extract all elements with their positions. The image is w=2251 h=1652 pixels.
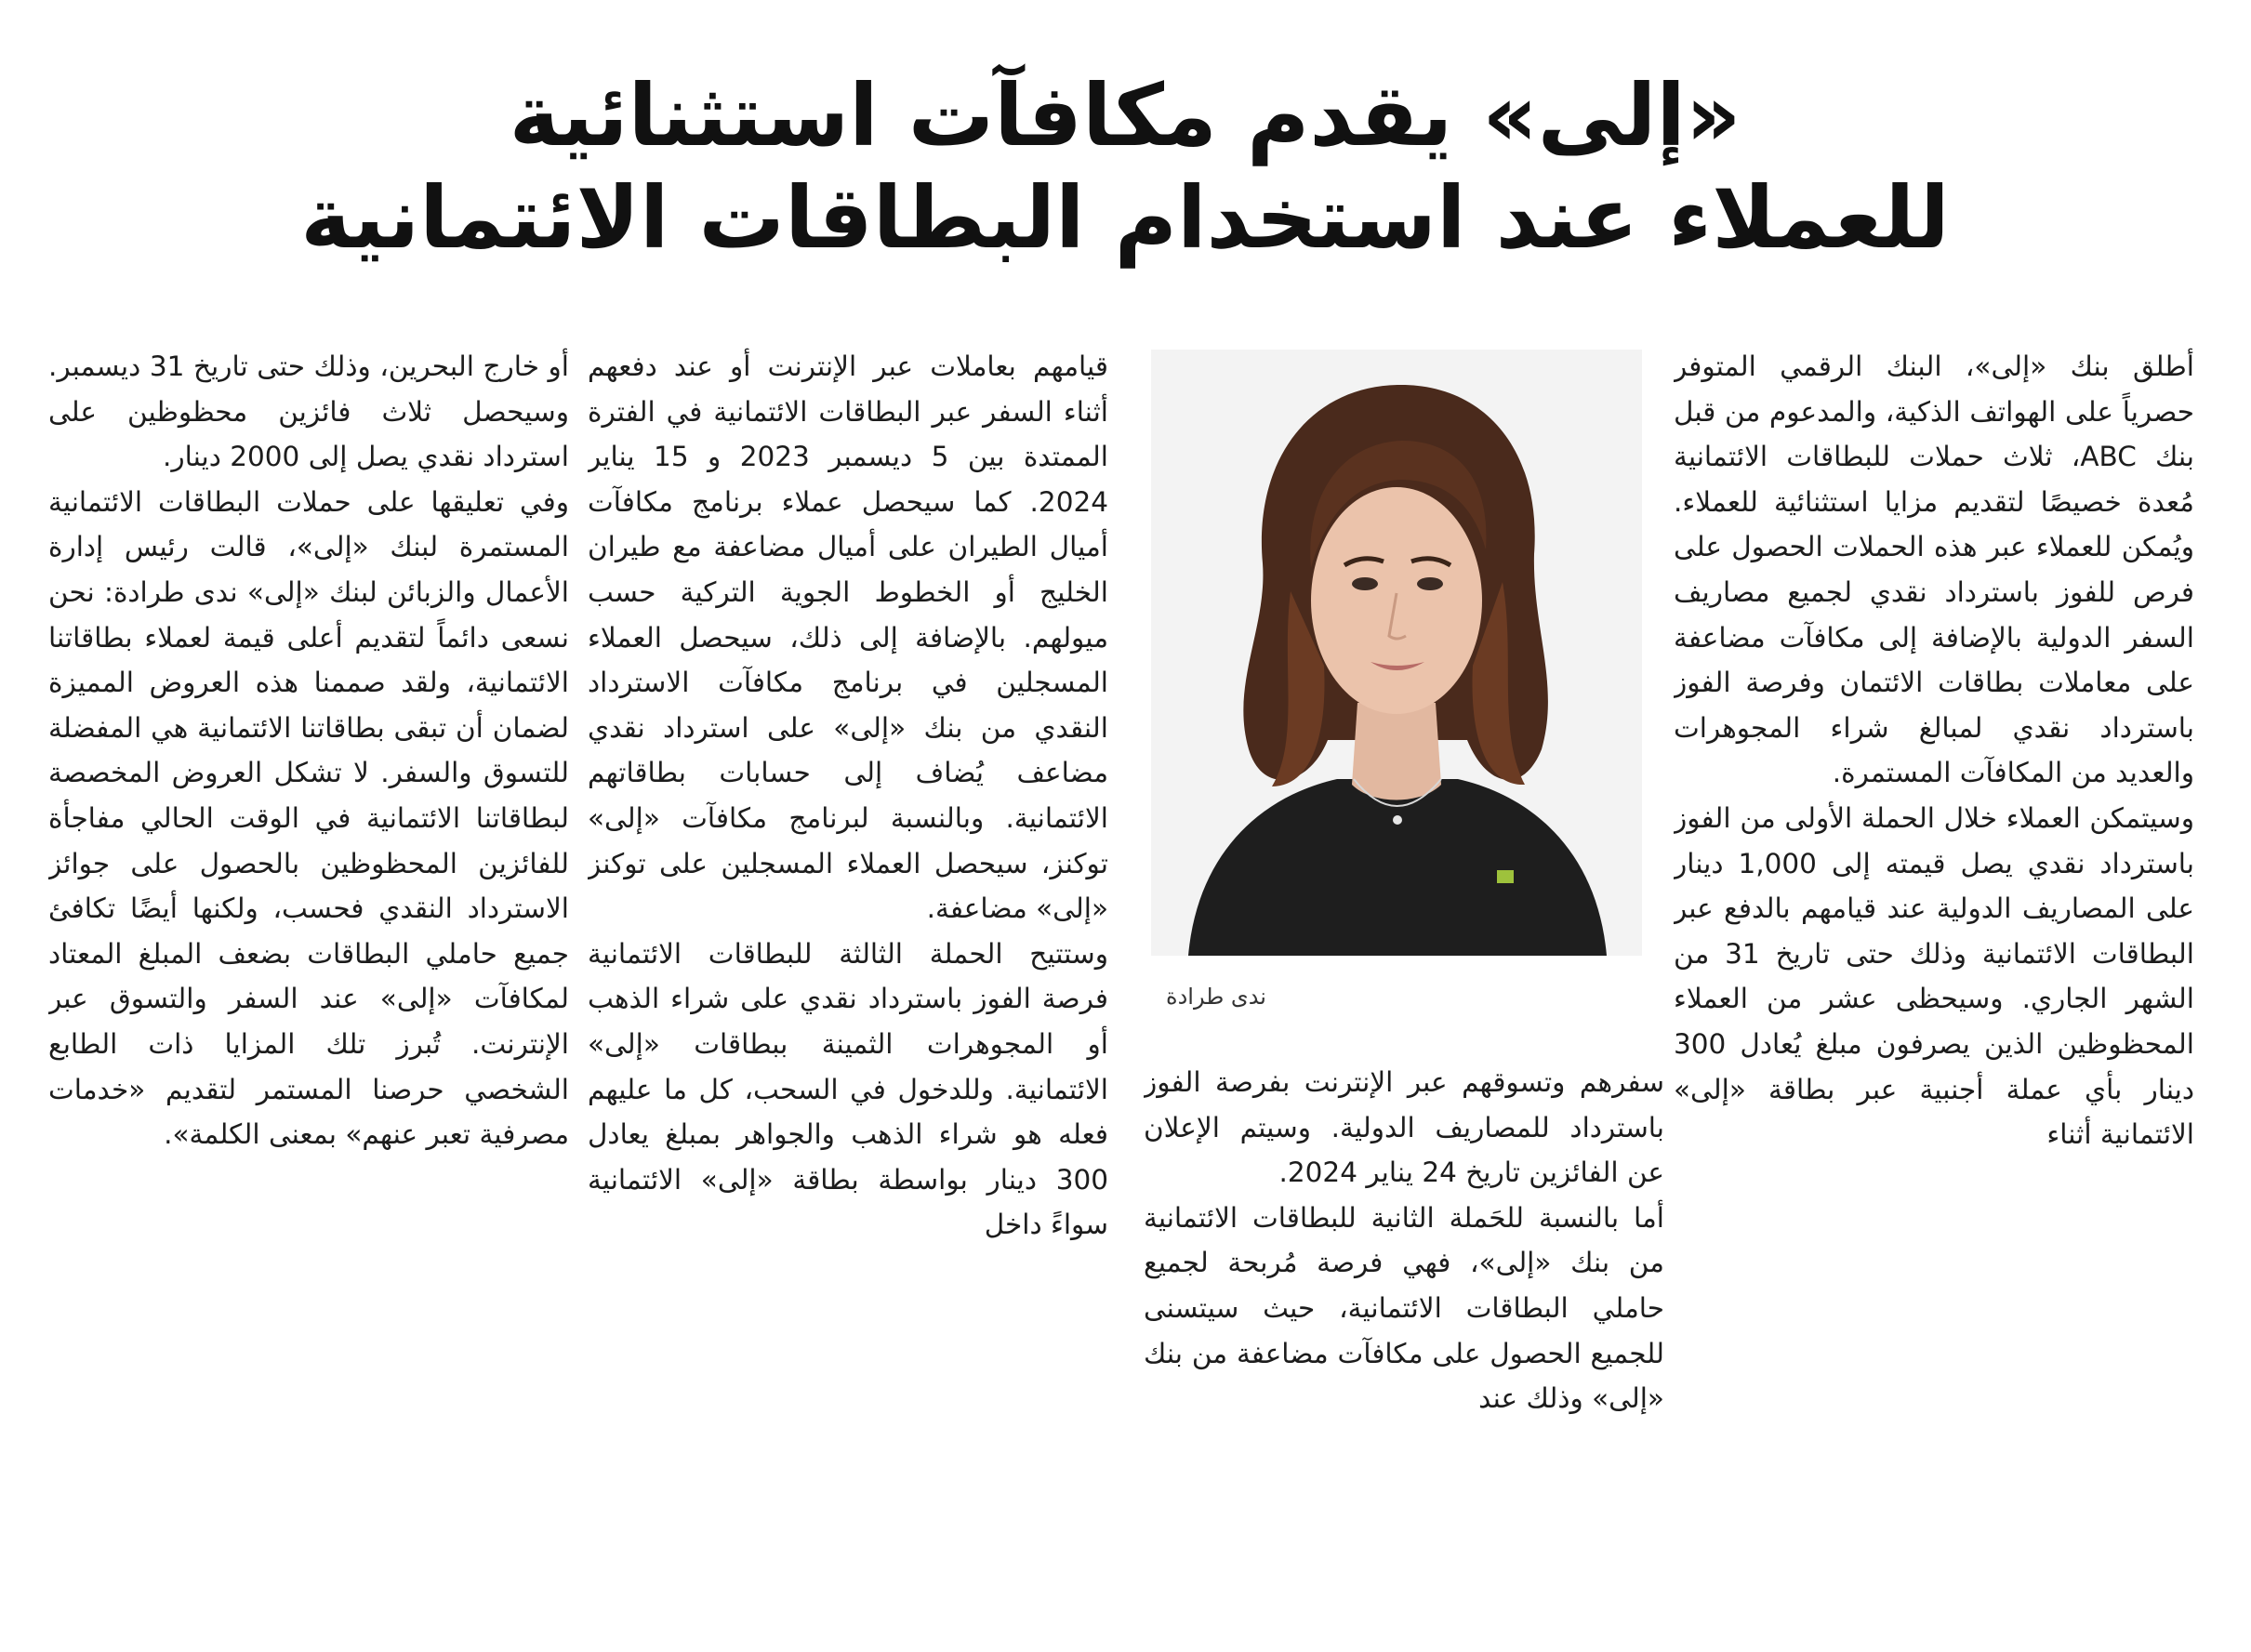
column-3-paragraph-2: وستتيح الحملة الثالثة للبطاقات الائتمانية فرصة الفوز باسترداد نقدي على شراء الذهب أو المجوهرات الثمينة ببطاقات «إلى» الائتمانية. وللدخول في السحب، كل ما عليهم فعله هو شراء الذهب والجواهر بمبلغ يعادل 300 دينار بواسطة بطاقة «إلى» الائتمانية سواءً داخل	[588, 937, 1108, 1241]
column-1-paragraph-1: أطلق بنك «إلى»، البنك الرقمي المتوفر حصرياً على الهواتف الذكية، والمدعوم من قبل بنك ABC، ثلاث حملات للبطاقات الائتمانية مُعدة خصيصًا لتقديم مزايا استثنائية للعملاء. ويُمكن للعملاء عبر هذه الحملات الحصول على فرص للفوز باسترداد نقدي لجميع مصاريف السفر الدولية بالإضافة إلى مكافآت مضاعفة على معاملات بطاقات الائتمان وفرصة الفوز باسترداد نقدي لمبالغ شراء المجوهرات والعديد من المكافآت المستمرة.	[1674, 350, 2194, 789]
column-4-paragraph-1: أو خارج البحرين، وذلك حتى تاريخ 31 ديسمبر. وسيحصل ثلاث فائزين محظوظين على استرداد نقدي يصل إلى 2000 دينار.	[48, 350, 569, 473]
article-column-4	[48, 344, 569, 1590]
headline-line-2: للعملاء عند استخدام البطاقات الائتمانية	[300, 168, 1950, 269]
portrait-illustration	[1151, 350, 1642, 956]
article-column-2	[1144, 1060, 1664, 1590]
portrait-photo	[1151, 350, 1642, 956]
headline-line-1: «إلى» يقدم مكافآت استثنائية	[509, 66, 1741, 165]
article-column-1	[1674, 344, 2194, 1590]
column-3-paragraph-1: قيامهم بعاملات عبر الإنترنت أو عند دفعهم أثناء السفر عبر البطاقات الائتمانية في الفترة الممتدة بين 5 ديسمبر 2023 و 15 يناير 2024. كما سيحصل عملاء برنامج مكافآت أميال الطيران على أميال مضاعفة مع طيران الخليج أو الخطوط الجوية التركية حسب ميولهم. بالإضافة إلى ذلك، سيحصل العملاء المسجلين في برنامج مكافآت الاسترداد النقدي من بنك «إلى» على استرداد نقدي مضاعف يُضاف إلى حسابات بطاقاتهم الائتمانية. وبالنسبة لبرنامج مكافآت «إلى» توكنز، سيحصل العملاء المسجلين على توكنز «إلى» مضاعفة.	[588, 350, 1108, 925]
column-2-paragraph-2: أما بالنسبة للحَملة الثانية للبطاقات الائتمانية من بنك «إلى»، فهي فرصة مُربحة لجميع حاملي البطاقات الائتمانية، حيث سيتسنى للجميع الحصول على مكافآت مضاعفة من بنك «إلى» وذلك عند	[1144, 1201, 1664, 1415]
article-headline	[56, 65, 2194, 271]
column-1-paragraph-2: وسيتمكن العملاء خلال الحملة الأولى من الفوز باسترداد نقدي يصل قيمته إلى 1,000 دينار على المصاريف الدولية عند قيامهم بالدفع عبر البطاقات الائتمانية وذلك حتى تاريخ 31 من الشهر الجاري. وسيحظى عشر من العملاء المحظوظين الذين يصرفون مبلغ يُعادل 300 دينار بأي عملة أجنبية عبر بطاقة «إلى» الائتمانية أثناء	[1674, 801, 2194, 1151]
photo-caption: ندى طرادة	[1166, 984, 1266, 1010]
column-2-paragraph-1: سفرهم وتسوقهم عبر الإنترنت بفرصة الفوز باسترداد للمصاريف الدولية. وسيتم الإعلان عن الفائزين تاريخ 24 يناير 2024.	[1144, 1066, 1664, 1189]
column-4-paragraph-2: وفي تعليقها على حملات البطاقات الائتمانية المستمرة لبنك «إلى»، قالت رئيس إدارة الأعمال والزبائن لبنك «إلى» ندى طرادة: نحن نسعى دائماً لتقديم أعلى قيمة لعملاء بطاقاتنا الائتمانية، ولقد صممنا هذه العروض المميزة لضمان أن تبقى بطاقاتنا الائتمانية هي المفضلة للتسوق والسفر. لا تشكل العروض المخصصة لبطاقاتنا الائتمانية في الوقت الحالي مفاجأة للفائزين المحظوظين بالحصول على جوائز الاسترداد النقدي فحسب، ولكنها أيضًا تكافئ جميع حاملي البطاقات بضعف المبلغ المعتاد لمكافآت «إلى» عند السفر والتسوق عبر الإنترنت. تُبرز تلك المزايا ذات الطابع الشخصي حرصنا المستمر لتقديم «خدمات مصرفية تعبر عنهم» بمعنى الكلمة».	[48, 485, 569, 1151]
article-column-3	[588, 344, 1108, 1590]
